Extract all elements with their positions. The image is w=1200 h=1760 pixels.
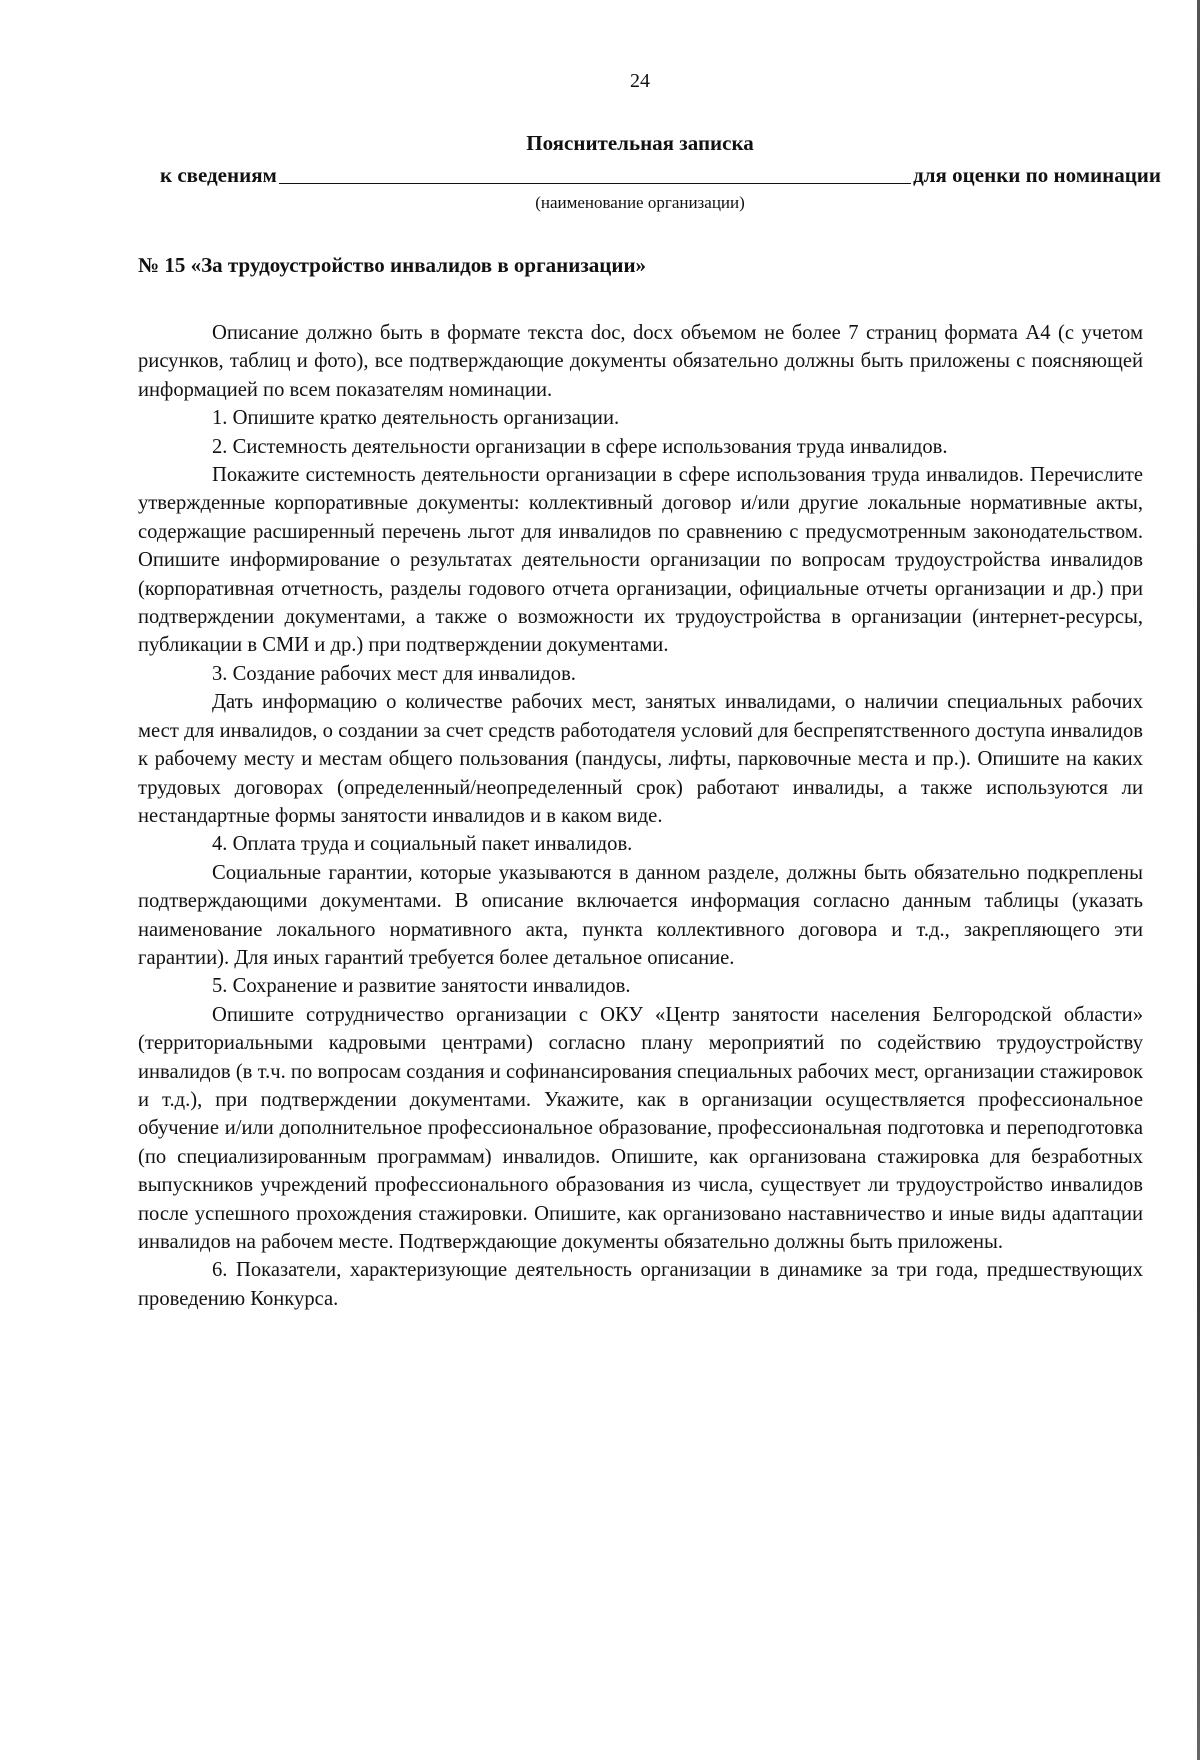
paragraph: 1. Опишите кратко деятельность организации.	[212, 407, 620, 430]
organization-caption: (наименование организации)	[535, 193, 745, 212]
page-number: 24	[630, 70, 650, 92]
nomination-title: № 15 «За трудоустройство инвалидов в организации»	[138, 253, 647, 277]
document-title: Пояснительная записка	[526, 131, 754, 155]
paragraph: 6. Показатели, характеризующие деятельность организации в динамике за три года, предшествующих проведению Конкурса.	[138, 1259, 1143, 1310]
document-body	[138, 319, 1143, 1313]
organization-blank-line	[279, 163, 911, 184]
paragraph: 2. Системность деятельности организации в сфере использования труда инвалидов.	[212, 435, 948, 458]
paragraph: 5. Сохранение и развитие занятости инвалидов.	[212, 975, 631, 998]
header-line	[160, 163, 1161, 188]
paragraph: Социальные гарантии, которые указываются в данном разделе, должны быть обязательно подкреплены подтверждающими документами. В описание включается информация согласно данным таблицы (указать наименование локального нормативного акта, пункта коллективного договора и т.д., закрепляющего эти гарантии). Для иных гарантий требуется более детальное описание.	[138, 861, 1143, 969]
header-suffix: для оценки по номинации	[913, 163, 1161, 187]
header-prefix: к сведениям	[160, 163, 277, 187]
paragraph: Покажите системность деятельности организации в сфере использования труда инвалидов. Перечислите утвержденные корпоративные документы: коллективный договор и/или другие локальные нормативные акты, содержащие расширенный перечень льгот для инвалидов по сравнению с предусмотренным законодательством. Опишите информирование о результатах деятельности организации по вопросам трудоустройства инвалидов (корпоративная отчетность, разделы годового отчета организации, официальные отчеты организации и др.) при подтверждении документами, а также о возможности их трудоустройства в организации (интернет-ресурсы, публикации в СМИ и др.) при подтверждении документами.	[138, 464, 1143, 657]
paragraph: 4. Оплата труда и социальный пакет инвалидов.	[212, 833, 633, 856]
paragraph: Опишите сотрудничество организации с ОКУ «Центр занятости населения Белгородской области» (территориальными кадровыми центрами) согласно плану мероприятий по содействию трудоустройству инвалидов (в т.ч. по вопросам создания и софинансирования специальных рабочих мест, организации стажировок и т.д.), при подтверждении документами. Укажите, как в организации осуществляется профессиональное обучение и/или дополнительное профессиональное образование, профессиональная подготовка и переподготовка (по специализированным программам) инвалидов. Опишите, как организована стажировка для безработных выпускников учреждений профессионального образования из числа, существует ли трудоустройство инвалидов после успешного прохождения стажировки. Опишите, как организовано наставничество и иные виды адаптации инвалидов на рабочем месте. Подтверждающие документы обязательно должны быть приложены.	[138, 1003, 1143, 1253]
paragraph: Описание должно быть в формате текста doc, docx объемом не более 7 страниц формата А4 (с учетом рисунков, таблиц и фото), все подтверждающие документы обязательно должны быть приложены с поясняющей информацией по всем показателям номинации.	[138, 322, 1143, 401]
paragraph: Дать информацию о количестве рабочих мест, занятых инвалидами, о наличии специальных рабочих мест для инвалидов, о создании за счет средств работодателя условий для беспрепятственного доступа инвалидов к рабочему месту и местам общего пользования (пандусы, лифты, парковочные места и пр.). Опишите на каких трудовых договорах (определенный/неопределенный срок) работают инвалиды, а также используются ли нестандартные формы занятости инвалидов и в каком виде.	[138, 691, 1143, 827]
paragraph: 3. Создание рабочих мест для инвалидов.	[212, 662, 576, 685]
